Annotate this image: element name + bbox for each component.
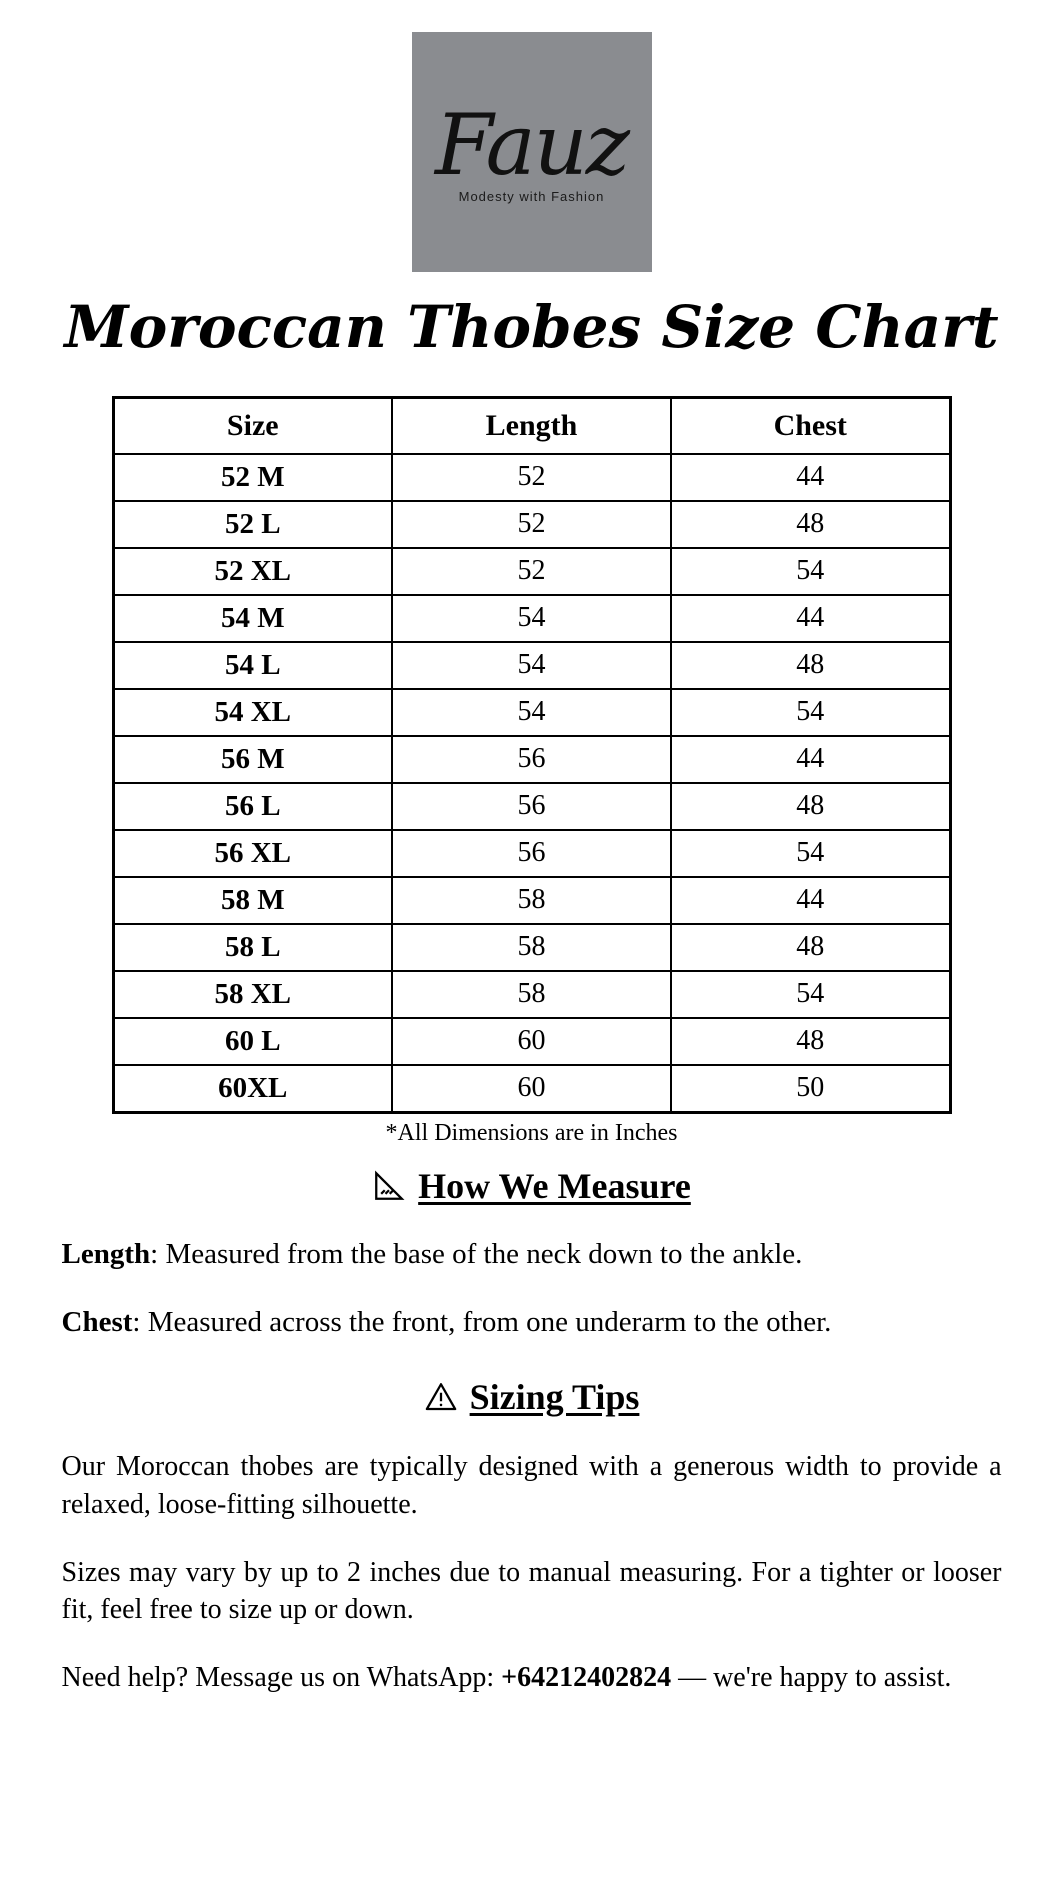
table-row: [113, 689, 950, 736]
table-row: [113, 1065, 950, 1113]
table-row: [113, 595, 950, 642]
page-title: Moroccan Thobes Size Chart: [64, 293, 999, 361]
measure-chest-text: : Measured across the front, from one underarm to the other.: [132, 1305, 832, 1338]
cell-size: 56 XL: [113, 830, 392, 877]
tips-paragraph-2: Sizes may vary by up to 2 inches due to manual measuring. For a tighter or looser fit, feel free to size up or down.: [61, 1556, 1002, 1626]
cell-size: 54 M: [113, 595, 392, 642]
cell-size: 60XL: [113, 1065, 392, 1113]
cell-length: 56: [392, 830, 671, 877]
cell-size: 58 XL: [113, 971, 392, 1018]
measure-chest-line: [62, 1303, 1002, 1342]
tips-body: [52, 1448, 1012, 1697]
cell-length: 52: [392, 454, 671, 501]
measure-length-text: : Measured from the base of the neck down to the ankle.: [150, 1237, 803, 1270]
table-row: [113, 736, 950, 783]
cell-chest: 54: [671, 689, 950, 736]
cell-size: 56 L: [113, 783, 392, 830]
cell-chest: 54: [671, 830, 950, 877]
ruler-triangle-icon: [372, 1169, 406, 1203]
contact-text-pre: Need help? Message us on WhatsApp:: [61, 1662, 502, 1694]
column-header-length: Length: [392, 397, 671, 454]
table-row: [113, 924, 950, 971]
cell-chest: 44: [671, 877, 950, 924]
tips-paragraph-3: [62, 1659, 1002, 1697]
table-row: [113, 783, 950, 830]
warning-triangle-icon: [424, 1380, 458, 1414]
cell-length: 56: [392, 783, 671, 830]
brand-name: Fauz: [434, 95, 629, 194]
cell-length: 54: [392, 689, 671, 736]
cell-size: 58 M: [113, 877, 392, 924]
measure-length-label: Length: [61, 1237, 151, 1270]
size-table: [112, 396, 952, 1114]
cell-length: 58: [392, 924, 671, 971]
cell-size: 60 L: [113, 1018, 392, 1065]
table-row: [113, 454, 950, 501]
table-row: [113, 971, 950, 1018]
cell-length: 58: [392, 877, 671, 924]
cell-length: 60: [392, 1065, 671, 1113]
table-row: [113, 1018, 950, 1065]
cell-chest: 48: [671, 924, 950, 971]
how-we-measure-heading: [0, 1165, 1063, 1207]
cell-size: 58 L: [113, 924, 392, 971]
table-footnote: *All Dimensions are in Inches: [385, 1119, 678, 1146]
cell-length: 60: [392, 1018, 671, 1065]
cell-length: 56: [392, 736, 671, 783]
table-row: [113, 830, 950, 877]
table-header-row: [113, 397, 950, 454]
table-row: [113, 642, 950, 689]
cell-length: 52: [392, 548, 671, 595]
cell-size: 52 L: [113, 501, 392, 548]
cell-chest: 54: [671, 548, 950, 595]
brand-tagline: Modesty with Fashion: [458, 189, 605, 205]
cell-chest: 48: [671, 642, 950, 689]
table-row: [113, 877, 950, 924]
contact-text-post: — we're happy to assist.: [671, 1662, 952, 1694]
tips-paragraph-1: Our Moroccan thobes are typically designed with a generous width to provide a relaxed, loose-fitting silhouette.: [61, 1451, 1002, 1520]
column-header-size: Size: [113, 397, 392, 454]
table-row: [113, 501, 950, 548]
column-header-chest: Chest: [671, 397, 950, 454]
cell-length: 58: [392, 971, 671, 1018]
logo-container: [0, 0, 1063, 272]
cell-length: 52: [392, 501, 671, 548]
cell-chest: 48: [671, 1018, 950, 1065]
cell-chest: 54: [671, 971, 950, 1018]
section-title-measure: How We Measure: [418, 1165, 691, 1206]
section-title-tips: Sizing Tips: [469, 1377, 640, 1418]
measure-chest-label: Chest: [61, 1305, 133, 1338]
whatsapp-number[interactable]: +64212402824: [501, 1662, 672, 1694]
cell-size: 52 XL: [113, 548, 392, 595]
cell-length: 54: [392, 642, 671, 689]
cell-length: 54: [392, 595, 671, 642]
cell-chest: 44: [671, 736, 950, 783]
cell-chest: 48: [671, 501, 950, 548]
measure-body: [52, 1235, 1012, 1342]
brand-logo: [412, 32, 652, 272]
sizing-tips-heading: [0, 1376, 1063, 1418]
cell-chest: 50: [671, 1065, 950, 1113]
size-table-container: [112, 396, 952, 1147]
table-row: [113, 548, 950, 595]
cell-size: 54 XL: [113, 689, 392, 736]
measure-length-line: [62, 1235, 1002, 1274]
cell-size: 54 L: [113, 642, 392, 689]
cell-chest: 44: [671, 454, 950, 501]
cell-size: 56 M: [113, 736, 392, 783]
cell-size: 52 M: [113, 454, 392, 501]
cell-chest: 44: [671, 595, 950, 642]
cell-chest: 48: [671, 783, 950, 830]
